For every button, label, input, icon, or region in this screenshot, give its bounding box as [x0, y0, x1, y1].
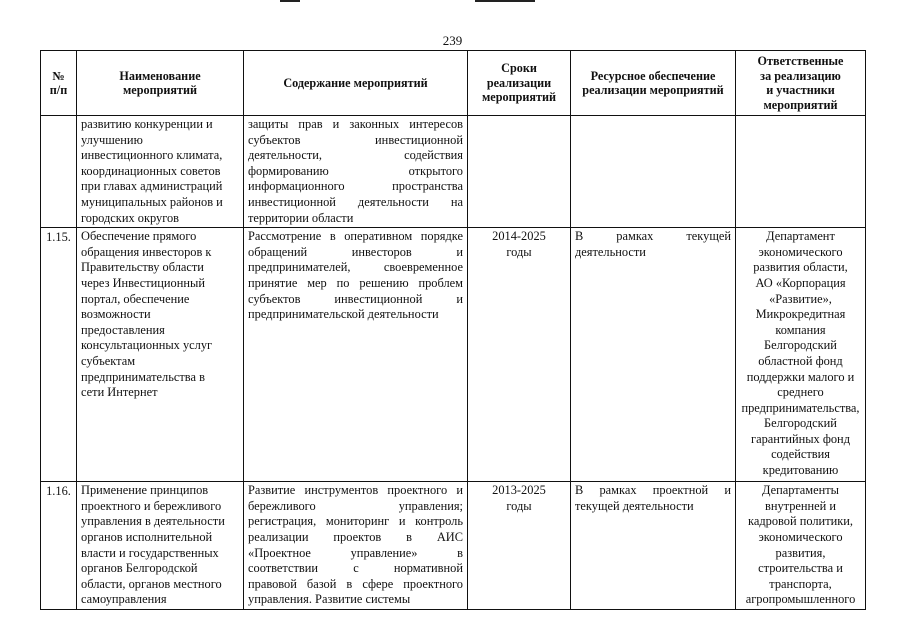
cell-name: [77, 228, 244, 482]
cell-line: предпринимателей, своевременное: [248, 260, 463, 275]
cell-line: городских округов: [81, 210, 180, 225]
cell-line: развития,: [775, 545, 826, 560]
cell-line: обращения инвесторов к: [81, 244, 212, 259]
cell-resources: [571, 228, 736, 482]
cell-line: предпринимательства в: [81, 369, 205, 384]
cell-line: деятельности, содействия: [248, 148, 463, 163]
cell-line: Правительству области: [81, 260, 204, 275]
cell-num: [41, 116, 77, 228]
cell-line: деятельности: [575, 244, 646, 259]
cell-line: №: [52, 68, 65, 83]
cell-line: координационных советов: [81, 163, 221, 178]
cell-line: управления. Развитие системы: [248, 592, 411, 607]
cell-line: Ответственные: [757, 54, 844, 68]
cell-line: улучшению: [81, 132, 143, 147]
cell-line: соответствии с нормативной: [248, 561, 463, 576]
cell-num: 1.16.: [41, 482, 77, 610]
cell-line: предпринимательства,: [741, 400, 860, 415]
cell-line: «Проектное управление» в: [248, 545, 463, 560]
cell-line: транспорта,: [769, 576, 832, 591]
cell-name: [77, 116, 244, 228]
table-row: [41, 482, 866, 610]
cell-line: областной фонд: [758, 353, 843, 368]
cell-line: компания: [775, 322, 826, 337]
cell-line: предоставления: [81, 322, 165, 337]
cell-line: АО «Корпорация: [755, 275, 846, 290]
cell-line: принятие мер по решению проблем: [248, 275, 463, 290]
cell-line: управления в деятельности: [81, 514, 225, 529]
cell-line: развитию конкуренции и: [81, 117, 213, 131]
cell-line: территории области: [248, 210, 354, 225]
cell-line: экономического: [758, 529, 843, 544]
top-rule-right: [475, 0, 535, 2]
cell-line: проектного и бережливого: [81, 498, 222, 513]
cell-line: обращений инвесторов и: [248, 244, 463, 259]
cell-line: Департамент: [766, 229, 835, 244]
cell-line: кадровой политики,: [748, 514, 853, 529]
cell-line: Наименование: [119, 68, 201, 83]
cell-line: органов Белгородской: [81, 561, 198, 576]
header-content: [244, 51, 468, 116]
cell-line: субъектов инвестиционной и: [248, 291, 463, 306]
cell-line: бережливого управления;: [248, 498, 463, 513]
cell-content: [244, 482, 468, 610]
cell-line: поддержки малого и: [746, 369, 855, 384]
cell-line: власти и государственных: [81, 545, 219, 560]
cell-line: и участники: [766, 83, 835, 97]
cell-line: органов исполнительной: [81, 529, 213, 544]
cell-resources: [571, 482, 736, 610]
cell-line: инвестиционной деятельности на: [248, 194, 463, 209]
table-header-row: [41, 51, 866, 116]
cell-line: Применение принципов: [81, 483, 209, 498]
cell-line: сети Интернет: [81, 385, 158, 400]
cell-line: защиты прав и законных интересов: [248, 117, 463, 131]
table-row: [41, 116, 866, 228]
cell-line: муниципальных районов и: [81, 194, 223, 209]
cell-line: субъектов инвестиционной: [248, 132, 463, 147]
cell-line: инвестиционного климата,: [81, 148, 223, 163]
cell-line: области, органов местного: [81, 576, 222, 591]
cell-line: текущей деятельности: [575, 498, 694, 513]
cell-line: строительства и: [758, 561, 843, 576]
cell-content: [244, 116, 468, 228]
cell-line: реализации мероприятий: [582, 83, 724, 97]
cell-line: внутренней и: [764, 498, 837, 513]
cell-line: Департаменты: [761, 483, 840, 498]
cell-line: при главах администраций: [81, 179, 223, 194]
cell-line: годы: [506, 244, 532, 259]
cell-line: портал, обеспечение: [81, 291, 190, 306]
cell-name: [77, 482, 244, 610]
cell-responsible: [736, 228, 866, 482]
cell-terms: [468, 482, 571, 610]
header-name: [77, 51, 244, 116]
cell-line: реализации: [486, 75, 552, 90]
cell-line: кредитованию: [762, 463, 839, 478]
page-number: 239: [442, 33, 463, 48]
cell-line: за реализацию: [760, 68, 841, 83]
header-num: [41, 51, 77, 116]
cell-line: Микрокредитная: [755, 307, 846, 322]
cell-line: мероприятий: [122, 83, 198, 97]
cell-line: возможности: [81, 307, 151, 322]
cell-line: годы: [506, 498, 532, 513]
cell-line: Содержание мероприятий: [283, 75, 428, 90]
cell-line: гарантийных фонд: [751, 431, 850, 446]
cell-line: агропромышленного: [745, 592, 856, 607]
cell-line: формированию открытого: [248, 163, 463, 178]
table-row: [41, 228, 866, 482]
top-rule-left: [280, 0, 300, 2]
cell-line: правовой базой в сфере проектного: [248, 576, 463, 591]
header-terms: [468, 51, 571, 116]
cell-resources: [571, 116, 736, 228]
cell-line: предпринимательской деятельности: [248, 307, 439, 322]
cell-line: Обеспечение прямого: [81, 229, 197, 244]
cell-line: субъектам: [81, 353, 136, 368]
cell-line: «Развитие»,: [769, 291, 832, 306]
cell-line: Развитие инструментов проектного и: [248, 483, 463, 498]
cell-content: [244, 228, 468, 482]
cell-line: п/п: [49, 83, 68, 97]
cell-line: реализации проектов в АИС: [248, 529, 463, 544]
cell-line: Сроки: [501, 61, 537, 76]
cell-line: 2013-2025: [492, 483, 546, 498]
cell-responsible: [736, 116, 866, 228]
cell-line: содействия: [771, 447, 830, 462]
cell-line: развития области,: [753, 260, 848, 275]
cell-line: мероприятий: [481, 90, 557, 105]
cell-line: мероприятий: [763, 97, 838, 112]
header-resources: [571, 51, 736, 116]
cell-line: информационного пространства: [248, 179, 463, 194]
cell-responsible: [736, 482, 866, 610]
cell-line: Белгородский: [764, 416, 837, 431]
cell-terms: [468, 116, 571, 228]
measures-table: [40, 50, 866, 610]
cell-line: Белгородский: [764, 338, 837, 353]
cell-line: регистрация, мониторинг и контроль: [248, 514, 463, 529]
cell-line: консультационных услуг: [81, 338, 213, 353]
cell-line: Рассмотрение в оперативном порядке: [248, 229, 463, 244]
cell-line: Ресурсное обеспечение: [590, 68, 716, 83]
cell-terms: [468, 228, 571, 482]
header-responsible: [736, 51, 866, 116]
cell-line: через Инвестиционный: [81, 275, 205, 290]
cell-line: самоуправления: [81, 592, 167, 607]
cell-num: 1.15.: [41, 228, 77, 482]
cell-line: В рамках текущей: [575, 229, 731, 244]
cell-line: экономического: [758, 244, 843, 259]
cell-line: среднего: [777, 385, 824, 400]
cell-line: В рамках проектной и: [575, 483, 731, 498]
cell-line: 2014-2025: [492, 229, 546, 244]
